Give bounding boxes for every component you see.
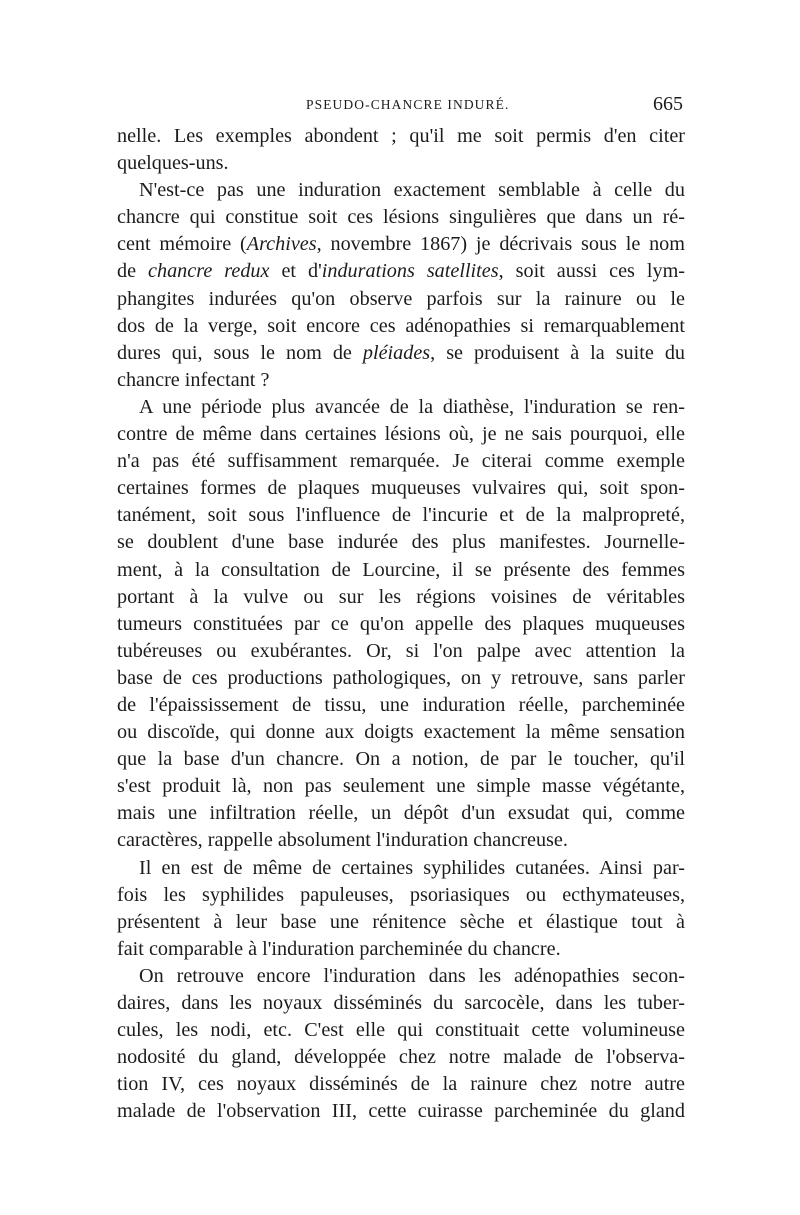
body-text — [117, 123, 685, 1125]
paragraph — [117, 394, 685, 855]
text-line: nelle. Les exemples abondent ; qu'il me soit permis d'en citer — [117, 125, 685, 147]
text-line: tanément, soit sous l'influence de l'incurie et de la malpropreté, — [117, 504, 685, 527]
paragraph — [117, 855, 685, 963]
text-line: On retrouve encore l'induration dans les adénopathies secon- — [139, 964, 685, 987]
text-line: s'est produit là, non pas seulement une simple masse végétante, — [117, 775, 685, 798]
text-line: nodosité du gland, développée chez notre malade de l'observa- — [117, 1046, 685, 1069]
book-page — [117, 93, 685, 1125]
text-line: daires, dans les noyaux disséminés du sarcocèle, dans les tuber- — [117, 992, 685, 1014]
text-line: A une période plus avancée de la diathèse, l'induration se ren- — [139, 395, 685, 418]
text-line: Il en est de même de certaines syphilides cutanées. Ainsi par- — [139, 856, 685, 879]
paragraph — [117, 177, 685, 394]
text-line: phangites indurées qu'on observe parfois sur la rainure ou le — [117, 287, 685, 310]
text-line: portant à la vulve ou sur les régions voisines de véritables — [117, 585, 685, 608]
page-number: 665 — [653, 93, 683, 115]
text-line: cent mémoire (Archives, novembre 1867) je décrivais sous le nom — [117, 233, 685, 256]
text-line: mais une infiltration réelle, un dépôt d'un exsudat qui, comme — [117, 802, 685, 825]
text-line: de chancre redux et d'indurations satellites, soit aussi ces lym- — [117, 260, 685, 283]
running-title: PSEUDO-CHANCRE INDURÉ. — [306, 97, 510, 112]
text-line: ment, à la consultation de Lourcine, il se présente des femmes — [117, 558, 685, 581]
text-line: contre de même dans certaines lésions où, je ne sais pourquoi, elle — [117, 423, 685, 446]
text-line: chancre qui constitue soit ces lésions singulières que dans un ré- — [117, 206, 685, 229]
text-line: fait comparable à l'induration parcheminée du chancre. — [117, 937, 561, 960]
text-line: base de ces productions pathologiques, on y retrouve, sans parler — [117, 666, 685, 689]
text-line: fois les syphilides papuleuses, psoriasiques ou ecthymateuses, — [117, 883, 685, 906]
text-line: quelques-uns. — [117, 152, 229, 175]
text-line: tubéreuses ou exubérantes. Or, si l'on palpe avec attention la — [117, 639, 685, 662]
text-line: dos de la verge, soit encore ces adénopathies si remarquablement — [117, 314, 685, 337]
text-line: se doublent d'une base indurée des plus manifestes. Journelle- — [117, 531, 685, 554]
paragraph — [117, 123, 685, 177]
text-line: que la base d'un chancre. On a notion, de par le toucher, qu'il — [117, 748, 685, 771]
text-line: n'a pas été suffisamment remarquée. Je citerai comme exemple — [117, 450, 685, 473]
paragraph — [117, 963, 685, 1126]
running-header — [117, 93, 685, 123]
text-line: caractères, rappelle absolument l'induration chancreuse. — [117, 829, 568, 852]
text-line: cules, les nodi, etc. C'est elle qui constituait cette volumineuse — [117, 1019, 685, 1042]
text-line: chancre infectant ? — [117, 368, 270, 391]
text-line: présentent à leur base une rénitence sèche et élastique tout à — [117, 910, 685, 933]
text-line: N'est-ce pas une induration exactement semblable à celle du — [139, 179, 685, 202]
text-line: dures qui, sous le nom de pléiades, se produisent à la suite du — [117, 341, 685, 364]
text-line: certaines formes de plaques muqueuses vulvaires qui, soit spon- — [117, 477, 685, 500]
text-line: ou discoïde, qui donne aux doigts exactement la même sensation — [117, 721, 685, 744]
text-line: de l'épaississement de tissu, une induration réelle, parcheminée — [117, 693, 685, 716]
text-line: tumeurs constituées par ce qu'on appelle des plaques muqueuses — [117, 612, 685, 635]
text-line: malade de l'observation III, cette cuirasse parcheminée du gland — [117, 1100, 685, 1123]
text-line: tion IV, ces noyaux disséminés de la rainure chez notre autre — [117, 1073, 685, 1096]
